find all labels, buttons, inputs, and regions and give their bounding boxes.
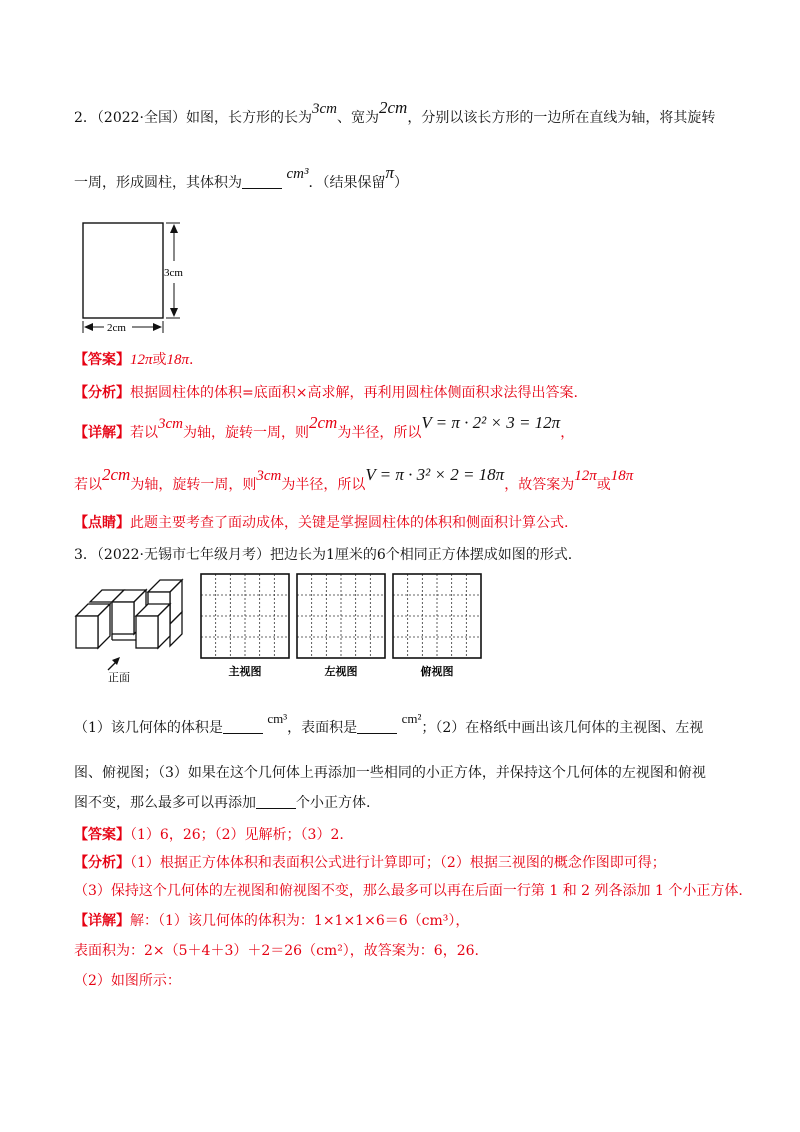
volume-formula: V = π · 2² × 3 = 12π (421, 413, 561, 432)
q3-text: 图不变，那么最多可以再添加 (74, 795, 256, 811)
q3-para-3 (74, 793, 370, 813)
volume-formula: V = π · 3² × 2 = 18π (365, 465, 505, 484)
analysis-tag: 【分析】 (74, 385, 130, 401)
q3-text: 个小正方体. (296, 795, 371, 811)
arrow-up-icon (170, 224, 178, 233)
detail-text: 为半径，所以 (337, 425, 422, 441)
answer-value: 18π (166, 352, 190, 368)
rectangle-figure (78, 215, 198, 335)
q3-line1 (74, 545, 572, 565)
fig-height-label: 3cm (164, 267, 183, 279)
analysis-text: （1）根据正方体体积和表面积公式进行计算即可；（2）根据三视图的概念作图即可得； (130, 855, 666, 871)
cube-figure (72, 574, 192, 684)
answer-value: 18π (610, 468, 634, 484)
view-grid-3[interactable] (393, 574, 481, 678)
unit-label: cm³ (267, 711, 288, 726)
comment-text: 此题主要考查了面动成体，关键是掌握圆柱体的体积和侧面积计算公式. (130, 515, 569, 531)
detail-text: ，故答案为 (504, 477, 575, 493)
q3-para-2 (74, 763, 706, 783)
detail-text: 解：（1）该几何体的体积为：1×1×1×6＝6（cm³）， (130, 913, 470, 929)
cube-front-face (136, 616, 158, 648)
q3-text: 3．（2022·无锡市七年级月考）把边长为1厘米的6个相同正方体摆成如图的形式. (74, 547, 573, 563)
detail-text: ， (560, 425, 575, 441)
wid-formula: 2cm (379, 98, 408, 117)
q3-analysis-1 (74, 853, 666, 873)
arrow-left-icon (84, 323, 93, 331)
q2-text: ，分别以该长方形的一边所在直线为轴，将其旋转 (407, 110, 716, 126)
detail-text: 为轴，旋转一周，则 (130, 477, 257, 493)
pointer-arrow-icon (112, 657, 120, 665)
q3-detail-2 (74, 941, 479, 961)
volume-blank[interactable] (223, 719, 263, 734)
q3-detail-1 (74, 911, 469, 931)
q3-text: （1）该几何体的体积是 (74, 720, 223, 736)
analysis-text: （3）保持这个几何体的左视图和俯视图不变，那么最多可以再在后面一行第 1 和 2 列各添加 1 个小正方体. (74, 883, 743, 899)
pi-symbol: π (385, 163, 394, 182)
len-formula: 3cm (312, 101, 337, 117)
grid-label: 左视图 (324, 666, 358, 678)
answer-tag: 【答案】 (74, 827, 130, 843)
q3-analysis-2 (74, 881, 743, 901)
view-grid-2[interactable] (297, 574, 385, 678)
q3-para-1 (74, 711, 704, 738)
fig-width-label: 2cm (107, 322, 126, 334)
comment-tag: 【点睛】 (74, 515, 130, 531)
q3-answer (74, 825, 344, 845)
unit-formula: cm³ (286, 166, 309, 182)
cube-front-face (112, 602, 134, 634)
q3-detail-3 (74, 971, 181, 991)
detail-text: 若以 (130, 425, 158, 441)
arrow-right-icon (153, 323, 162, 331)
answer-text: . (189, 352, 194, 368)
q2-line1 (74, 98, 716, 128)
detail-text: 表面积为：2×（5＋4＋3）＋2＝26（cm²），故答案为：6，26. (74, 943, 479, 959)
detail-text: 或 (596, 477, 611, 493)
q2-text: ） (393, 175, 408, 191)
q2-analysis (74, 383, 578, 403)
len-formula: 3cm (256, 468, 282, 484)
area-blank[interactable] (357, 719, 397, 734)
wid-formula: 2cm (309, 413, 338, 432)
front-label: 正面 (108, 672, 130, 684)
q2-answer (74, 350, 193, 370)
answer-value: 12π (574, 468, 597, 484)
q3-text: ，表面积是 (287, 720, 358, 736)
q3-text: ；（2）在格纸中画出该几何体的主视图、左视 (421, 720, 704, 736)
q3-text: 图、俯视图；（3）如果在这个几何体上再添加一些相同的小正方体，并保持这个几何体的左视图和俯视 (74, 765, 706, 781)
q2-text: ．（结果保留 (308, 175, 386, 191)
cube-front-face (76, 616, 98, 648)
detail-text: 为半径，所以 (281, 477, 366, 493)
answer-tag: 【答案】 (74, 352, 130, 368)
q2-text: 2．（2022·全国）如图，长方形的长为 (74, 110, 312, 126)
rectangle-shape (83, 223, 163, 318)
q2-line2 (74, 163, 408, 193)
unit-label: cm² (401, 711, 422, 726)
len-formula: 3cm (158, 416, 183, 432)
analysis-text: 根据圆柱体的体积=底面积×高求解，再利用圆柱体侧面积求法得出答案. (130, 385, 578, 401)
view-grids (193, 570, 493, 680)
detail-text: 为轴，旋转一周，则 (183, 425, 309, 441)
q2-detail-2 (74, 465, 634, 495)
cubes-blank[interactable] (256, 794, 296, 809)
q2-text: 一周，形成圆柱，其体积为 (74, 175, 242, 191)
detail-text: （2）如图所示： (74, 973, 181, 989)
q2-detail-1 (74, 413, 575, 443)
q2-text: 、宽为 (337, 110, 379, 126)
detail-tag: 【详解】 (74, 913, 130, 929)
arrow-down-icon (170, 308, 178, 317)
detail-tag: 【详解】 (74, 425, 130, 441)
answer-blank[interactable] (242, 174, 282, 189)
q2-comment (74, 513, 568, 533)
wid-formula: 2cm (102, 465, 131, 484)
view-grid-1[interactable] (201, 574, 289, 678)
analysis-tag: 【分析】 (74, 855, 130, 871)
grid-label: 俯视图 (420, 666, 454, 678)
answer-text: 或 (152, 352, 167, 368)
grid-label: 主视图 (228, 666, 262, 678)
answer-text: （1）6，26；（2）见解析；（3）2. (130, 827, 344, 843)
detail-text: 若以 (74, 477, 102, 493)
answer-value: 12π (130, 352, 153, 368)
